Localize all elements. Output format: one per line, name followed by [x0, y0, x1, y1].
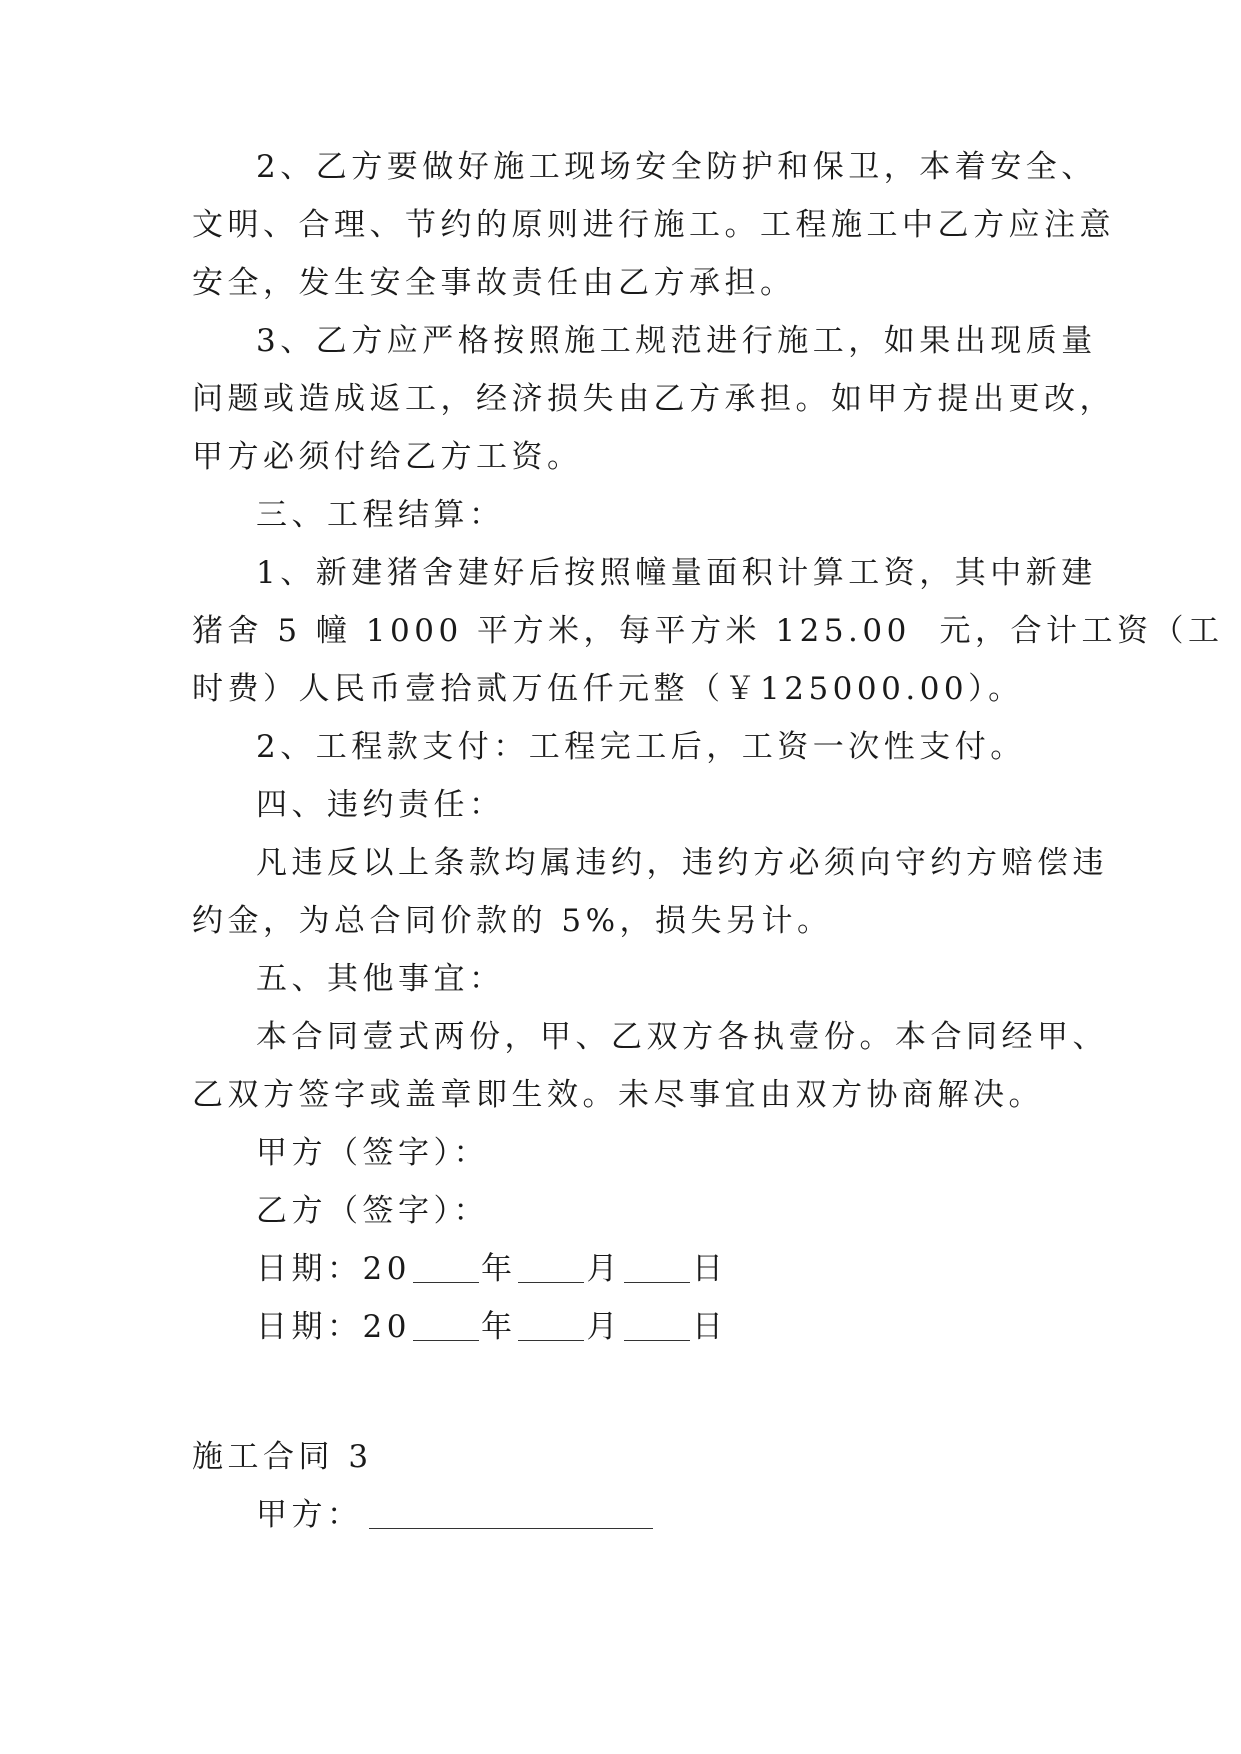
year-label: 年: [480, 1251, 517, 1287]
clause-3-line-2: 问题或造成返工，经济损失由乙方承担。如甲方提出更改，: [192, 381, 1115, 417]
date-line-2: [256, 1298, 1136, 1356]
day-label: 日: [691, 1309, 728, 1345]
settlement-2: 2、工程款支付：工程完工后，工资一次性支付。: [256, 729, 1026, 765]
settlement-1-line-3: 时费）人民币壹拾贰万伍仟元整（￥125000.00）。: [192, 671, 1024, 707]
clause-2-line-3: 安全，发生安全事故责任由乙方承担。: [192, 265, 796, 301]
contract-3-title: 施工合同 3: [192, 1439, 373, 1475]
month-label: 月: [586, 1251, 622, 1287]
section-4-heading: 四、违约责任：: [256, 787, 505, 823]
year-blank: [413, 1242, 479, 1283]
day-label: 日: [691, 1251, 728, 1287]
date-line-1: [256, 1240, 1136, 1298]
settlement-1-line-2: 猪舍 5 幢 1000 平方米，每平方米 125.00 元，合计工资（工: [192, 613, 1224, 649]
contract-3-party-a: [256, 1486, 1136, 1544]
clause-3-line-1: 3、乙方应严格按照施工规范进行施工，如果出现质量: [256, 323, 1097, 359]
year-blank: [413, 1300, 479, 1341]
month-label: 月: [586, 1309, 622, 1345]
date-label: 日期：20: [256, 1309, 411, 1345]
section-5-heading: 五、其他事宜：: [256, 961, 505, 997]
year-label: 年: [480, 1309, 517, 1345]
party-a-signature: 甲方（签字）：: [256, 1135, 489, 1171]
date-label: 日期：20: [256, 1251, 411, 1287]
clause-3-line-3: 甲方必须付给乙方工资。: [192, 439, 583, 475]
party-a-blank: [369, 1488, 653, 1529]
party-a-label: 甲方：: [256, 1497, 363, 1533]
clause-2-line-2: 文明、合理、节约的原则进行施工。工程施工中乙方应注意: [192, 207, 1115, 243]
settlement-1-line-1: 1、新建猪舍建好后按照幢量面积计算工资，其中新建: [256, 555, 1097, 591]
other-matters-line-1: 本合同壹式两份，甲、乙双方各执壹份。本合同经甲、: [256, 1019, 1108, 1055]
day-blank: [624, 1300, 690, 1341]
month-blank: [518, 1300, 584, 1341]
day-blank: [624, 1242, 690, 1283]
other-matters-line-2: 乙双方签字或盖章即生效。未尽事宜由双方协商解决。: [192, 1077, 1044, 1113]
clause-2-line-1: 2、乙方要做好施工现场安全防护和保卫，本着安全、: [256, 149, 1097, 185]
breach-line-2: 约金，为总合同价款的 5%，损失另计。: [192, 903, 833, 939]
month-blank: [518, 1242, 584, 1283]
section-3-heading: 三、工程结算：: [256, 497, 505, 533]
breach-line-1: 凡违反以上条款均属违约，违约方必须向守约方赔偿违: [256, 845, 1108, 881]
party-b-signature: 乙方（签字）：: [256, 1193, 489, 1229]
